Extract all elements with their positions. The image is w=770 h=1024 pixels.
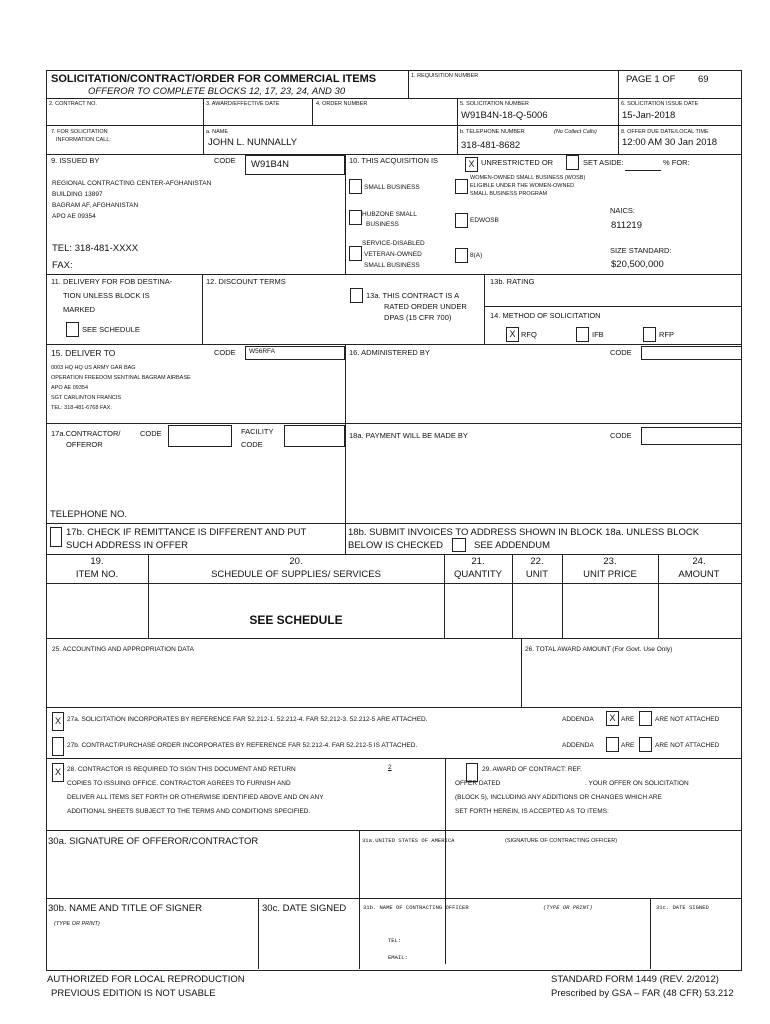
wosb-label-2: ELIGIBLE UNDER THE WOMEN-OWNED xyxy=(470,183,575,189)
issued-address-3: BAGRAM AF, AFGHANISTAN xyxy=(52,202,139,209)
unrestricted-checkbox[interactable]: X xyxy=(465,157,478,172)
block29-offer-dated: OFFER DATED xyxy=(455,780,501,787)
block11-checkbox[interactable] xyxy=(66,322,79,337)
co-email-label: EMAIL: xyxy=(388,954,408,961)
block27b-text: 27b. CONTRACT/PURCHASE ORDER INCORPORATES BY REFERENCE FAR 52.212-4. FAR 52.212-5 IS ATTACHED. xyxy=(67,742,418,749)
hubzone-label-1: HUBZONE SMALL xyxy=(362,211,417,218)
discount-terms-label: 12. DISCOUNT TERMS xyxy=(206,277,286,286)
block27a-text: 27a. SOLICITATION INCORPORATES BY REFERENCE FAR 52.212-1. 52.212-4. FAR 52.212-3. 52.212-5 ARE ATTACHED. xyxy=(67,716,428,723)
rfq-checkbox[interactable]: X xyxy=(506,327,519,342)
wosb-checkbox[interactable] xyxy=(455,179,468,194)
remittance-checkbox[interactable] xyxy=(50,527,62,547)
co-date-signed-label: 31c. DATE SIGNED xyxy=(656,904,709,911)
date-signed-label: 30c. DATE SIGNED xyxy=(262,903,347,914)
block27b-are-checkbox[interactable] xyxy=(606,737,619,752)
block11-see-schedule: SEE SCHEDULE xyxy=(82,325,140,334)
issued-address-1: REGIONAL CONTRACTING CENTER-AFGHANISTAN xyxy=(52,180,212,187)
offer-due-date: 12:00 AM 30 Jan 2018 xyxy=(622,137,718,148)
block27a-are: ARE xyxy=(621,716,635,723)
contact-name: JOHN L. NUNNALLY xyxy=(208,137,298,148)
administered-by-label: 16. ADMINISTERED BY xyxy=(349,348,430,357)
rfq-label: RFQ xyxy=(521,330,537,339)
award-date-label: 3. AWARD/EFFECTIVE DATE xyxy=(206,101,280,107)
block13a-line3: DPAS (15 CFR 700) xyxy=(384,313,452,322)
phone-label: b. TELEPHONE NUMBER xyxy=(460,129,525,135)
block28-line4: ADDITIONAL SHEETS SUBJECT TO THE TERMS AND CONDITIONS SPECIFIED. xyxy=(67,808,311,815)
block11-line2: TION UNLESS BLOCK IS xyxy=(63,291,150,300)
issued-code-label: CODE xyxy=(214,156,236,165)
rfp-label: RFP xyxy=(659,330,674,339)
issue-date-label: 6. SOLICITATION ISSUE DATE xyxy=(621,101,699,107)
block13a-line2: RATED ORDER UNDER xyxy=(384,302,467,311)
form-subtitle: OFFEROR TO COMPLETE BLOCKS 12, 17, 23, 24, AND 30 xyxy=(88,86,346,97)
issued-address-2: BUILDING 13897 xyxy=(52,191,103,198)
for-info-label-1: 7. FOR SOLICITATION xyxy=(51,129,108,135)
col-21-label: QUANTITY xyxy=(453,569,503,580)
accounting-label: 25. ACCOUNTING AND APPROPRIATION DATA xyxy=(52,646,194,653)
payment-code-label: CODE xyxy=(610,431,632,440)
items-see-schedule: SEE SCHEDULE xyxy=(249,613,343,627)
naics-value: 811219 xyxy=(611,220,642,231)
col-19-label: ITEM NO. xyxy=(75,569,119,580)
block29-line2: . YOUR OFFER ON SOLICITATION xyxy=(585,780,689,787)
set-aside-checkbox[interactable] xyxy=(566,155,579,170)
hubzone-checkbox[interactable] xyxy=(349,210,362,225)
co-name-note: (TYPE OR PRINT) xyxy=(543,904,593,911)
edwosb-label: EDWOSB xyxy=(470,217,499,224)
contractor-label-1: 17a.CONTRACTOR/ xyxy=(51,429,121,438)
col-21-num: 21. xyxy=(471,556,485,567)
acquisition-label: 10. THIS ACQUISITION IS xyxy=(349,156,439,165)
signature-co-note: (SIGNATURE OF CONTRACTING OFFICER) xyxy=(505,838,618,844)
signer-name-label: 30b. NAME AND TITLE OF SIGNER xyxy=(48,903,202,914)
block11-line3: MARKED xyxy=(63,305,96,314)
form-title: SOLICITATION/CONTRACT/ORDER FOR COMMERCIAL ITEMS xyxy=(51,73,377,85)
page-total: 69 xyxy=(698,74,709,85)
facility-code-box[interactable] xyxy=(284,425,345,447)
block28-line2: COPIES TO ISSUING OFFICE. CONTRACTOR AGREES TO FURNISH AND xyxy=(67,780,291,787)
contractor-label-2: OFFEROR xyxy=(66,440,103,449)
block27a-checkbox[interactable]: X xyxy=(52,712,64,731)
deliver-address-1: 0003 HQ HQ US ARMY GAR BAG xyxy=(51,365,136,371)
block27b-are: ARE xyxy=(621,742,635,749)
block27a-addenda: ADDENDA xyxy=(562,716,594,723)
total-award-label: 26. TOTAL AWARD AMOUNT (For Govt. Use Only) xyxy=(525,646,673,653)
sdvosb-label-3: SMALL BUSINESS xyxy=(364,262,420,269)
deliver-address-4: SGT CARLINTON FRANCIS xyxy=(51,395,122,401)
naics-label: NAICS: xyxy=(610,206,636,215)
small-business-checkbox[interactable] xyxy=(349,179,362,194)
block28-line1: 28. CONTRACTOR IS REQUIRED TO SIGN THIS DOCUMENT AND RETURN xyxy=(67,766,296,773)
col-23-label: UNIT PRICE xyxy=(583,569,637,580)
block13a-line1: 13a. THIS CONTRACT IS A xyxy=(366,291,460,300)
requisition-label: 1. REQUISITION NUMBER xyxy=(411,73,479,79)
payment-code-box xyxy=(641,427,742,445)
block27a-are-not-checkbox[interactable] xyxy=(639,711,652,726)
col-22-num: 22. xyxy=(530,556,544,567)
order-number-label: 4. ORDER NUMBER xyxy=(316,101,368,107)
eight-a-label: 8(A) xyxy=(470,252,483,259)
solicitation-number: W91B4N-18-Q-5006 xyxy=(461,110,548,121)
offer-due-label: 8. OFFER DUE DATE/LOCAL TIME xyxy=(621,129,709,135)
admin-code-box xyxy=(641,346,742,360)
set-aside-label: SET ASIDE: xyxy=(583,158,624,167)
block29-line3: (BLOCK 5), INCLUDING ANY ADDITIONS OR CHANGES WHICH ARE xyxy=(455,794,662,801)
issued-code: W91B4N xyxy=(251,159,290,170)
deliver-address-2: OPERATION FREEDOM SENTINAL BAGRAM AIRBASE xyxy=(51,375,191,381)
admin-code-label: CODE xyxy=(610,348,632,357)
footer-left-1: AUTHORIZED FOR LOCAL REPRODUCTION xyxy=(47,974,245,985)
block27b-checkbox[interactable] xyxy=(52,737,64,756)
contract-no-label: 2. CONTRACT NO. xyxy=(49,101,97,107)
contractor-code-box[interactable] xyxy=(168,425,232,447)
co-tel-label: TEL: xyxy=(388,937,402,944)
phone-note: (No Collect Calls) xyxy=(554,129,597,135)
invoice-line1: 18b. SUBMIT INVOICES TO ADDRESS SHOWN IN BLOCK 18a. UNLESS BLOCK xyxy=(348,527,700,538)
small-business-label: SMALL BUSINESS xyxy=(364,184,420,191)
invoice-line2: BELOW IS CHECKED xyxy=(348,540,444,551)
size-standard-label: SIZE STANDARD: xyxy=(610,246,672,255)
deliver-address-5: TEL: 318-481-6768 FAX: xyxy=(51,405,112,411)
footer-right-2: Prescribed by GSA – FAR (48 CFR) 53.212 xyxy=(551,988,734,999)
contractor-code-label: CODE xyxy=(140,429,162,438)
block11-line1: 11. DELIVERY FOR FOB DESTINA- xyxy=(51,277,173,286)
remittance-line2: SUCH ADDRESS IN OFFER xyxy=(66,540,188,551)
issued-by-label: 9. ISSUED BY xyxy=(51,156,100,165)
facility-label-1: FACILITY xyxy=(241,427,274,436)
col-24-label: AMOUNT xyxy=(678,569,720,580)
see-addendum-label: SEE ADDENDUM xyxy=(474,540,551,551)
wosb-label-3: SMALL BUSINESS PROGRAM xyxy=(470,191,548,197)
col-23-num: 23. xyxy=(603,556,617,567)
issued-fax: FAX: xyxy=(52,260,73,271)
col-20-num: 20. xyxy=(289,556,303,567)
name-label: a. NAME xyxy=(206,129,229,135)
block29-line1: 29. AWARD OF CONTRACT: REF. xyxy=(482,766,582,773)
hubzone-label-2: BUSINESS xyxy=(366,221,399,228)
block27a-are-checkbox[interactable]: X xyxy=(606,711,619,726)
footer-right-1: STANDARD FORM 1449 (REV. 2/2012) xyxy=(551,974,719,985)
sdvosb-label-2: VETERAN-OWNED xyxy=(364,251,422,258)
method-label: 14. METHOD OF SOLICITATION xyxy=(490,311,601,320)
issued-address-4: APO AE 09354 xyxy=(52,213,96,220)
sdvosb-checkbox[interactable] xyxy=(349,246,362,261)
col-22-label: UNIT xyxy=(525,569,549,580)
signature-usa-label: 31a.UNITED STATES OF AMERICA xyxy=(362,837,455,844)
eight-a-checkbox[interactable] xyxy=(455,248,468,263)
rfp-checkbox[interactable] xyxy=(643,327,656,342)
block28-line3: DELIVER ALL ITEMS SET FORTH OR OTHERWISE IDENTIFIED ABOVE AND ON ANY xyxy=(67,794,324,801)
block27b-are-not: ARE NOT ATTACHED xyxy=(655,742,720,749)
signature-offeror-label: 30a. SIGNATURE OF OFFEROR/CONTRACTOR xyxy=(48,836,259,847)
issue-date: 15-Jan-2018 xyxy=(622,110,676,121)
footer-left-2: PREVIOUS EDITION IS NOT USABLE xyxy=(51,988,216,999)
deliver-code-label: CODE xyxy=(214,348,236,357)
rated-order-checkbox[interactable] xyxy=(350,288,363,303)
ifb-label: IFB xyxy=(592,330,604,339)
issued-tel: TEL: 318-481-XXXX xyxy=(52,243,139,254)
edwosb-checkbox[interactable] xyxy=(455,213,468,228)
solicitation-number-label: 5. SOLICITATION NUMBER xyxy=(460,101,529,107)
block27a-are-not: ARE NOT ATTACHED xyxy=(655,716,720,723)
payment-label: 18a. PAYMENT WILL BE MADE BY xyxy=(349,431,468,440)
for-info-label-2: INFORMATION CALL: xyxy=(56,137,111,143)
deliver-to-label: 15. DELIVER TO xyxy=(51,348,116,358)
contact-phone: 318-481-8682 xyxy=(461,140,521,151)
page-label: PAGE 1 OF xyxy=(626,74,676,85)
see-addendum-checkbox[interactable] xyxy=(452,538,466,552)
block27b-addenda: ADDENDA xyxy=(562,742,594,749)
size-standard-value: $20,500,000 xyxy=(611,259,664,270)
facility-label-2: CODE xyxy=(241,440,263,449)
unrestricted-label: UNRESTRICTED OR xyxy=(481,158,554,167)
signer-name-note: (TYPE OR PRINT) xyxy=(54,921,100,927)
telephone-label: TELEPHONE NO. xyxy=(50,509,128,520)
pct-for-label: % FOR: xyxy=(663,158,690,167)
block29-line4: SET FORTH HEREIN, IS ACCEPTED AS TO ITEMS: xyxy=(455,808,609,815)
deliver-address-3: APO AE 09354 xyxy=(51,385,88,391)
co-name-label: 31b. NAME OF CONTRACTING OFFICER xyxy=(363,904,469,911)
remittance-line1: 17b. CHECK IF REMITTANCE IS DIFFERENT AND PUT xyxy=(66,527,307,538)
wosb-label-1: WOMEN-OWNED SMALL BUSINESS (WOSB) xyxy=(470,175,586,181)
deliver-code: W56RFA xyxy=(249,348,276,355)
block28-checkbox[interactable]: X xyxy=(52,763,64,782)
block28-copies: 2 xyxy=(388,764,392,771)
sdvosb-label-1: SERVICE-DISABLED xyxy=(362,240,425,247)
ifb-checkbox[interactable] xyxy=(576,327,589,342)
col-20-label: SCHEDULE OF SUPPLIES/ SERVICES xyxy=(211,569,381,580)
block27b-are-not-checkbox[interactable] xyxy=(639,737,652,752)
col-19-num: 19. xyxy=(90,556,104,567)
rating-label: 13b. RATING xyxy=(490,277,535,286)
col-24-num: 24. xyxy=(692,556,706,567)
